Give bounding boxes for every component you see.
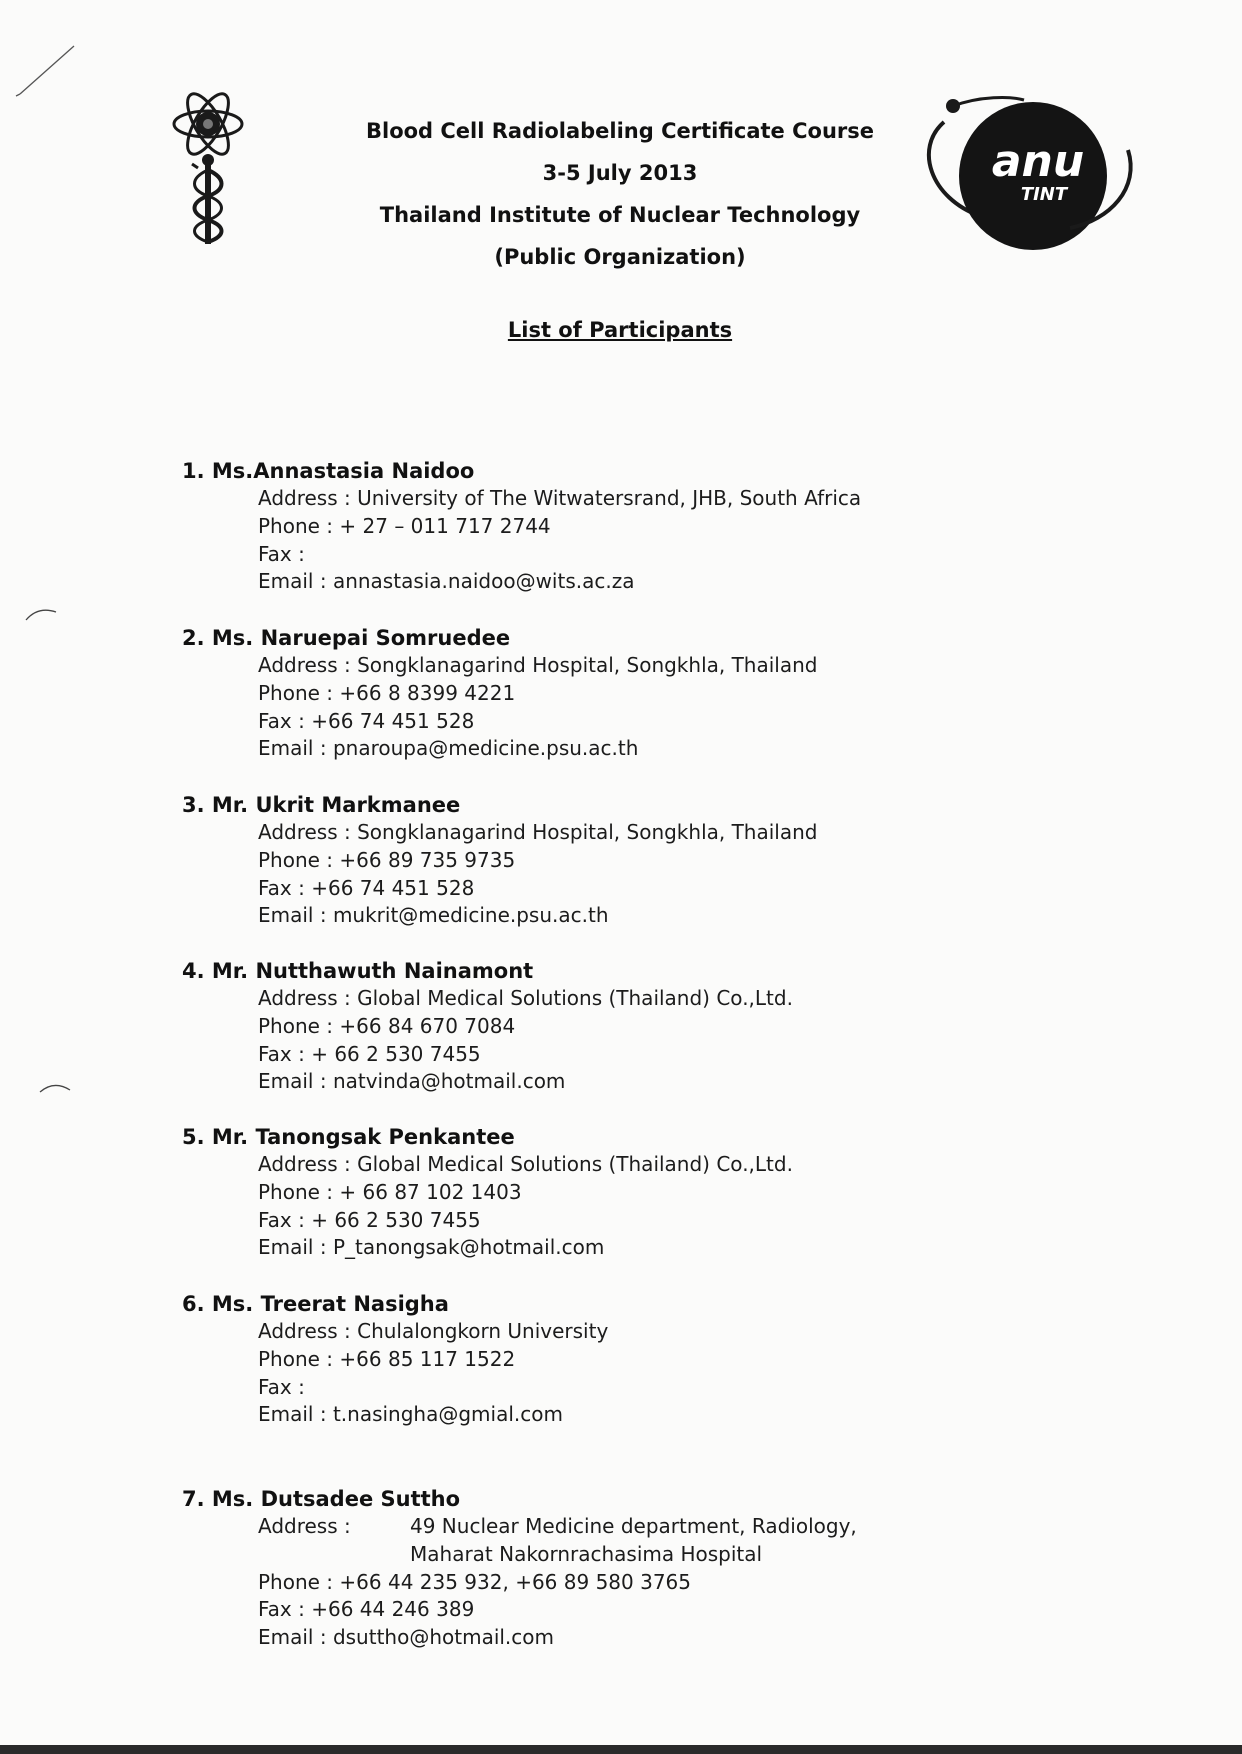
participant-name: 2. Ms. Naruepai Somruedee: [182, 626, 511, 650]
participant-fax: Fax : + 66 2 530 7455: [258, 1041, 481, 1066]
pen-stroke-mark: [14, 40, 84, 100]
participant-phone: Phone : + 66 87 102 1403: [258, 1179, 522, 1204]
participant-email: Email : mukrit@medicine.psu.ac.th: [258, 903, 609, 928]
tint-logo: [920, 88, 1140, 258]
participant-fax: Fax : +66 74 451 528: [258, 708, 475, 733]
participant-name: 7. Ms. Dutsadee Suttho: [182, 1487, 461, 1511]
participant-phone: Phone : +66 85 117 1522: [258, 1346, 516, 1371]
participant-phone: Phone : +66 84 670 7084: [258, 1013, 516, 1038]
participant-address: Address : Global Medical Solutions (Thailand) Co.,Ltd.: [258, 986, 793, 1010]
participant-email: Email : pnaroupa@medicine.psu.ac.th: [258, 736, 639, 761]
scan-bottom-edge: [0, 1745, 1242, 1754]
participant-phone: Phone : +66 8 8399 4221: [258, 680, 516, 705]
participant-entry: [182, 1123, 793, 1262]
course-title: Blood Cell Radiolabeling Certificate Course: [365, 119, 874, 143]
participant-address: Address : Chulalongkorn University: [258, 1319, 609, 1343]
participant-entry: [182, 1290, 608, 1429]
course-header: [300, 110, 940, 278]
participant-name: 3. Mr. Ukrit Markmanee: [182, 793, 461, 817]
participant-entry: [182, 624, 817, 763]
tint-logo-subtext: TINT: [1020, 184, 1068, 205]
institute-name: Thailand Institute of Nuclear Technology: [379, 203, 861, 227]
participant-email: Email : t.nasingha@gmial.com: [258, 1402, 563, 1427]
participant-fax: Fax :: [258, 1374, 305, 1399]
participant-entry: [182, 1485, 857, 1652]
institute-type: (Public Organization): [494, 245, 746, 269]
participant-address: Address : Songklanagarind Hospital, Songkhla, Thailand: [258, 820, 818, 844]
participant-phone: Phone : + 27 – 011 717 2744: [258, 513, 551, 538]
participant-phone: Phone : +66 89 735 9735: [258, 847, 516, 872]
participant-address: Address : Songklanagarind Hospital, Songkhla, Thailand: [258, 653, 818, 677]
participant-address: Address : University of The Witwatersrand, JHB, South Africa: [258, 486, 862, 510]
participant-name: 1. Ms.Annastasia Naidoo: [182, 459, 475, 483]
participant-email: Email : dsuttho@hotmail.com: [258, 1625, 555, 1650]
participant-entry: [182, 457, 861, 596]
participant-address-line: Maharat Nakornrachasima Hospital: [410, 1541, 763, 1566]
participant-email: Email : P_tanongsak@hotmail.com: [258, 1235, 605, 1260]
participant-name: 5. Mr. Tanongsak Penkantee: [182, 1125, 515, 1149]
punch-hole-mark: [22, 604, 62, 624]
course-dates: 3-5 July 2013: [542, 161, 698, 185]
participant-name: 6. Ms. Treerat Nasigha: [182, 1292, 449, 1316]
punch-hole-mark: [36, 1078, 76, 1098]
participant-address-line: 49 Nuclear Medicine department, Radiology,: [410, 1514, 857, 1538]
participant-phone: Phone : +66 44 235 932, +66 89 580 3765: [258, 1569, 691, 1594]
participant-name: 4. Mr. Nutthawuth Nainamont: [182, 959, 534, 983]
participant-address-label: Address :: [258, 1514, 351, 1538]
participant-fax: Fax : +66 74 451 528: [258, 875, 475, 900]
participant-fax: Fax : +66 44 246 389: [258, 1597, 475, 1622]
participant-email: Email : annastasia.naidoo@wits.ac.za: [258, 569, 635, 594]
participant-fax: Fax : + 66 2 530 7455: [258, 1207, 481, 1232]
list-title: List of Participants: [507, 318, 733, 342]
participant-email: Email : natvinda@hotmail.com: [258, 1069, 566, 1094]
atom-caduceus-emblem: [168, 86, 248, 248]
participant-entry: [182, 957, 793, 1096]
participant-fax: Fax :: [258, 541, 305, 566]
tint-logo-wordmark: anu: [991, 136, 1085, 187]
participant-address: Address : Global Medical Solutions (Thailand) Co.,Ltd.: [258, 1152, 793, 1176]
participant-entry: [182, 791, 817, 930]
